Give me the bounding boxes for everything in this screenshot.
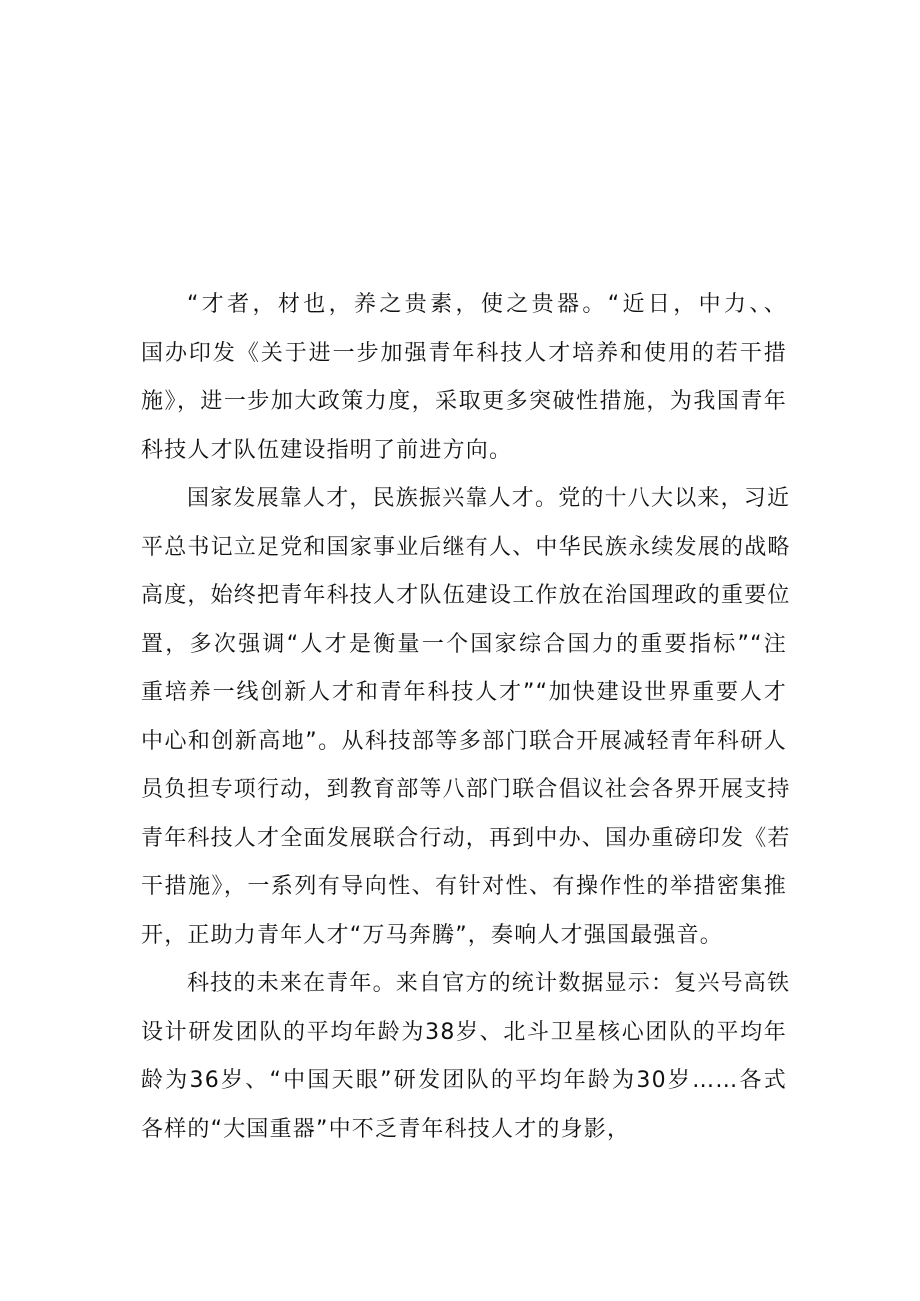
paragraph-2-line-1: 国家发展靠人才，民族振兴靠人才。党的十八大以来，习近	[187, 486, 791, 511]
paragraph-1-line-3: 施》，进一步加大政策力度，采取更多突破性措施，为我国青年	[141, 389, 787, 414]
paragraph-2-line-5: 重培养一线创新人才和青年科技人才”“加快建设世界重要人才	[141, 680, 787, 705]
paragraph-2-line-10: 开，正助力青年人才“万马奔腾”，奏响人才强国最强音。	[141, 922, 723, 948]
paragraph-1-line-1: “才者，材也，养之贵素，使之贵器。“近日，中力、、	[187, 292, 787, 317]
paragraph-2-line-9: 干措施》，一系列有导向性、有针对性、有操作性的举措密集推	[141, 874, 787, 899]
paragraph-3-line-4: 各样的“大国重器”中不乏青年科技人才的身影，	[141, 1116, 631, 1142]
paragraph-3-line-2: 设计研发团队的平均年龄为38岁、北斗卫星核心团队的平均年	[141, 1019, 787, 1045]
paragraph-3-line-3: 龄为36岁、“中国天眼”研发团队的平均年龄为30岁……各式	[141, 1068, 787, 1093]
paragraph-2-line-6: 中心和创新高地”。从科技部等多部门联合开展减轻青年科研人	[141, 728, 787, 754]
paragraph-2-line-2: 平总书记立足党和国家事业后继有人、中华民族永续发展的战略	[141, 534, 791, 560]
paragraph-2-line-7: 员负担专项行动，到教育部等八部门联合倡议社会各界开展支持	[141, 777, 791, 802]
document-body	[141, 281, 791, 1154]
paragraph-2-line-3: 高度，始终把青年科技人才队伍建设工作放在治国理政的重要位	[141, 583, 791, 608]
paragraph-1-line-2: 国办印发《关于进一步加强青年科技人才培养和使用的若干措	[141, 340, 787, 366]
paragraph-1-line-4: 科技人才队伍建设指明了前进方向。	[141, 437, 513, 463]
paragraph-2-line-8: 青年科技人才全面发展联合行动，再到中办、国办重磅印发《若	[141, 825, 791, 851]
paragraph-2-line-4: 置，多次强调“人才是衡量一个国家综合国力的重要指标”“注	[141, 631, 787, 657]
paragraph-3-line-1: 科技的未来在青年。来自官方的统计数据显示：复兴号高铁	[187, 971, 791, 996]
